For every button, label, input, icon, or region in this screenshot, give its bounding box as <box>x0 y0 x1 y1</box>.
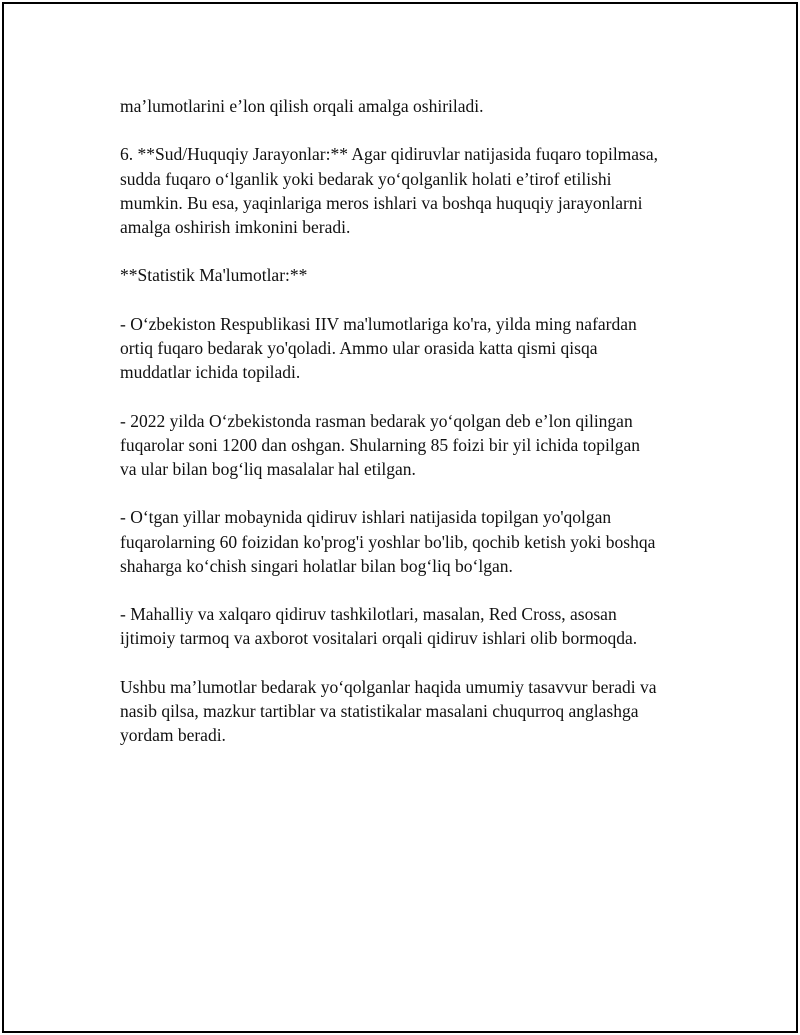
text-line: - 2022 yilda Oʻzbekistonda rasman bedarak yoʻqolgan deb e’lon qilingan <box>120 410 633 431</box>
section-heading-statistics <box>120 263 720 287</box>
text-line: ma’lumotlarini e’lon qilish orqali amalga oshiriladi. <box>120 96 484 116</box>
text-line: 6. **Sud/Huquqiy Jarayonlar:** Agar qidiruvlar natijasida fuqaro topilmasa, <box>120 144 659 165</box>
text-line: Ushbu ma’lumotlar bedarak yoʻqolganlar haqida umumiy tasavvur beradi va <box>120 676 657 697</box>
text-line: - Oʻzbekiston Respublikasi IIV ma'lumotlariga ko'ra, yilda ming nafardan <box>120 313 637 334</box>
text-line: - Oʻtgan yillar mobaynida qidiruv ishlari natijasida topilgan yo'qolgan <box>120 507 612 528</box>
text-line: fuqarolar soni 1200 dan oshgan. Shularning 85 foizi bir yil ichida topilgan <box>120 434 641 455</box>
document-page <box>2 2 798 1033</box>
text-line: mumkin. Bu esa, yaqinlariga meros ishlari va boshqa huquqiy jarayonlarni <box>120 192 643 213</box>
text-line: va ular bilan bogʻliq masalalar hal etilgan. <box>120 458 416 479</box>
text-line: muddatlar ichida topiladi. <box>120 362 301 383</box>
text-line: shaharga koʻchish singari holatlar bilan bogʻliq boʻlgan. <box>120 555 513 576</box>
text-line: yordam beradi. <box>120 725 226 746</box>
text-line: sudda fuqaro oʻlganlik yoki bedarak yoʻqolganlik holati e’tirof etilishi <box>120 168 612 189</box>
text-line: amalga oshirish imkonini beradi. <box>120 217 351 237</box>
list-item-statistic <box>120 409 720 482</box>
text-line: - Mahalliy va xalqaro qidiruv tashkilotlari, masalan, Red Cross, asosan <box>120 604 617 625</box>
text-line: nasib qilsa, mazkur tartiblar va statistikalar masalani chuqurroq anglashga <box>120 700 639 721</box>
text-line: **Statistik Ma'lumotlar:** <box>120 265 308 286</box>
list-item-statistic <box>120 602 720 650</box>
text-line: ortiq fuqaro bedarak yo'qoladi. Ammo ular orasida katta qismi qisqa <box>120 337 598 358</box>
list-item-statistic <box>120 312 720 385</box>
paragraph-intro-continuation <box>120 94 720 118</box>
paragraph-conclusion <box>120 675 720 748</box>
document-body <box>120 94 720 772</box>
text-line: fuqarolarning 60 foizidan ko'prog'i yoshlar bo'lib, qochib ketish yoki boshqa <box>120 531 656 552</box>
text-line: ijtimoiy tarmoq va axborot vositalari orqali qidiruv ishlari olib bormoqda. <box>120 628 638 649</box>
list-item-statistic <box>120 505 720 578</box>
paragraph-legal-processes <box>120 142 720 239</box>
